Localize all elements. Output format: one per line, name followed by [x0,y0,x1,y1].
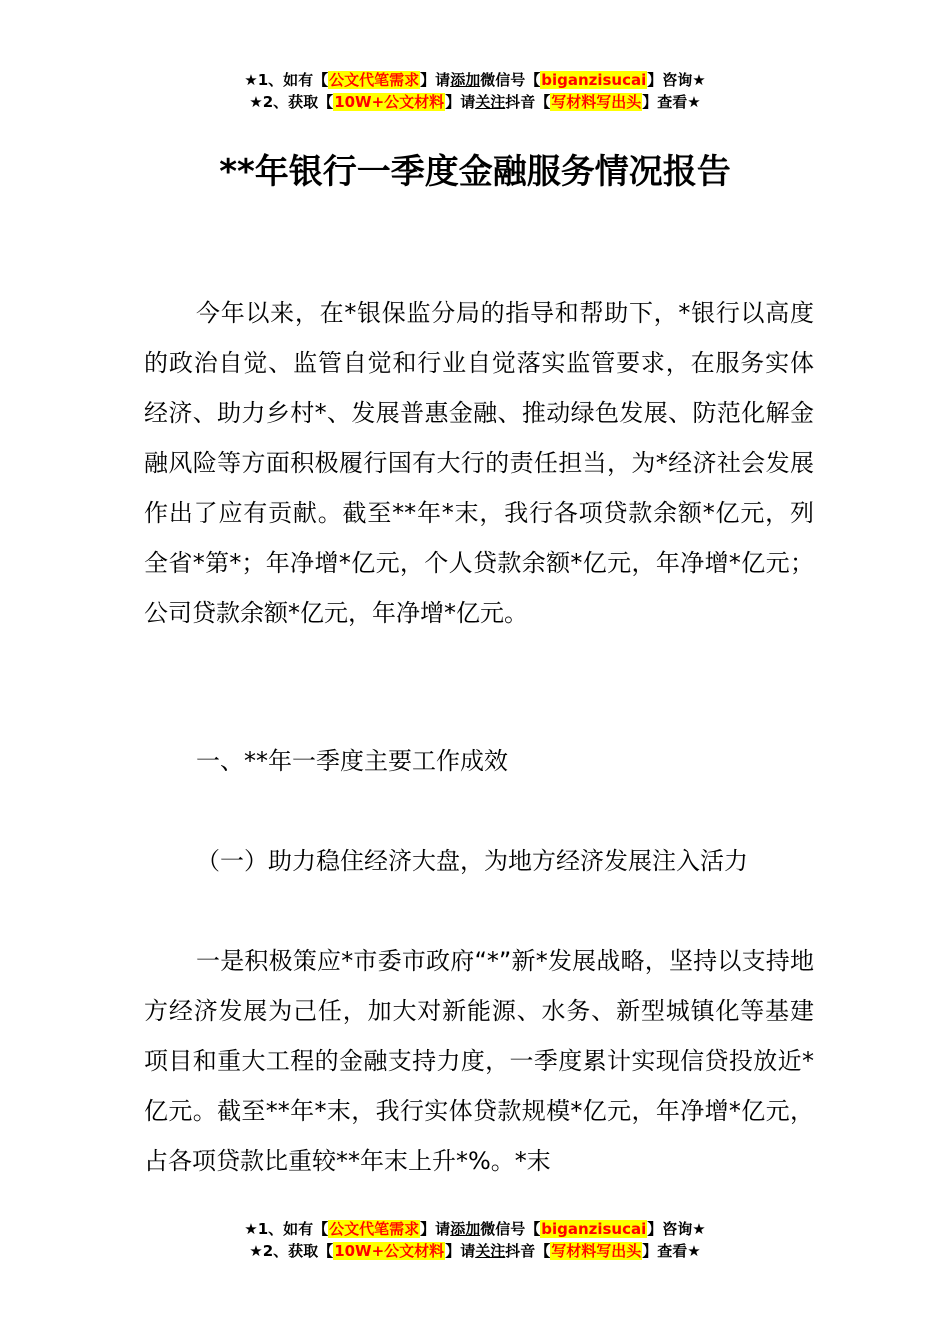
highlight-wechat-id: biganzisucai [541,1220,647,1238]
highlight-materials: 10W+公文材料 [334,93,445,111]
highlight-wechat-id: biganzisucai [541,71,647,89]
highlight-douyin-account: 写材料写出头 [551,93,642,111]
paragraph-section-1: 一是积极策应*市委市政府“*”新*发展战略，坚持以支持地方经济发展为己任，加大对新能源、水务、新型城镇化等基建项目和重大工程的金融支持力度，一季度累计实现信贷投放近*亿元。截至**年*末，我行实体贷款规模*亿元，年净增*亿元，占各项贷款比重较**年末上升*%。*末 [144,947,814,1175]
highlight-douyin-account: 写材料写出头 [551,1242,642,1260]
highlight-service: 公文代笔需求 [329,71,420,89]
banner-line-2: ★2、获取【10W+公文材料】请关注抖音【写材料写出头】查看★ [249,93,701,111]
header-banner [0,69,950,113]
highlight-materials: 10W+公文材料 [334,1242,445,1260]
banner-line-1: ★1、如有【公文代笔需求】请添加微信号【biganzisucai】咨询★ [244,71,706,89]
section-heading-1: 一、**年一季度主要工作成效 [196,747,508,775]
subsection-heading-1: （一）助力稳住经济大盘，为地方经济发展注入活力 [196,847,748,875]
highlight-service: 公文代笔需求 [329,1220,420,1238]
paragraph-intro: 今年以来，在*银保监分局的指导和帮助下，*银行以高度的政治自觉、监管自觉和行业自觉落实监管要求，在服务实体经济、助力乡村*、发展普惠金融、推动绿色发展、防范化解金融风险等方面积极履行国有大行的责任担当，为*经济社会发展作出了应有贡献。截至**年*末，我行各项贷款余额*亿元，列全省*第*；年净增*亿元，个人贷款余额*亿元，年净增*亿元；公司贷款余额*亿元，年净增*亿元。 [144,299,814,627]
document-title: **年银行一季度金融服务情况报告 [219,152,731,192]
footer-banner [0,1218,950,1262]
footer-line-1: ★1、如有【公文代笔需求】请添加微信号【biganzisucai】咨询★ [244,1220,706,1238]
footer-line-2: ★2、获取【10W+公文材料】请关注抖音【写材料写出头】查看★ [249,1242,701,1260]
